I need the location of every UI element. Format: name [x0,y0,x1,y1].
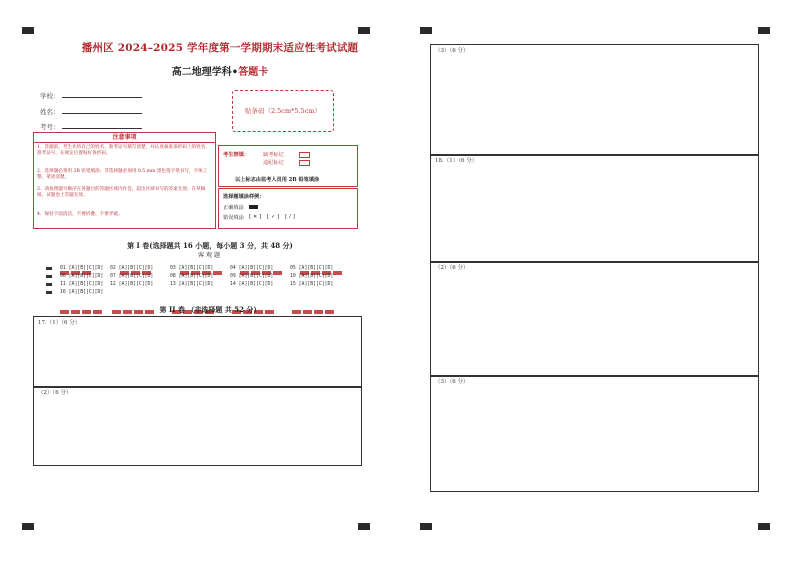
choice-item[interactable]: 01 [A][B][C][D] [60,266,104,271]
school-label: 学校： [40,92,60,100]
correct-fill-label: 正确填涂 [223,205,244,211]
exam-status-label: 考生禁填： [223,152,249,158]
fill-example-title: 选择题填涂样例： [223,194,265,200]
timing-mark [358,523,370,530]
group-mark [300,260,344,264]
group-mark [120,260,153,264]
exam-number-field[interactable] [62,128,142,129]
choice-item[interactable]: 05 [A][B][C][D] [290,266,334,271]
notice-item: 3．请按照题号顺序在各题目的答题区域内作答，超出区域书写的答案无效；在草稿纸、试题卷上答题无效。 [37,187,206,198]
name-label: 姓名： [40,108,60,116]
row-mark [46,267,52,270]
group-mark [172,299,216,303]
answer-box-17-1[interactable] [33,316,362,388]
group-mark [112,299,156,303]
subject-name: 高二地理学科 [171,67,232,78]
exam-status-note: 以上标志由监考人员用 2B 铅笔填涂 [235,177,320,183]
exam-status-box [218,145,358,187]
choice-item[interactable]: 12 [A][B][C][D] [110,282,154,287]
timing-mark [358,27,370,34]
answer-box-label: 17.（1）（6 分） [38,320,81,326]
answer-box-17-2[interactable] [33,386,362,466]
timing-mark [420,27,432,34]
group-mark [180,260,224,264]
group-mark [292,299,336,303]
answer-box-18-3[interactable] [430,375,759,492]
choice-item[interactable]: 08 [A][B][C][D] [170,274,214,279]
answer-box-label: （3）（6 分） [435,48,469,54]
absent-checkbox[interactable] [299,152,310,158]
page-title: 播州区 2024–2025 学年度第一学期期末适应性考试试题 [81,42,359,54]
group-mark [60,260,93,264]
answer-box-17-3[interactable] [430,44,759,156]
choice-item[interactable]: 15 [A][B][C][D] [290,282,334,287]
absent-label: 缺考标记 [263,152,284,158]
fill-example-box [218,188,358,229]
timing-mark [22,523,34,530]
section1-subtitle: 客观题 [197,252,222,259]
choice-item[interactable]: 10 [A][B][C][D] [290,274,334,279]
row-mark [46,283,52,286]
answer-box-label: 18.（1）（6 分） [435,158,478,164]
answer-sheet-label: 答题卡 [238,67,269,78]
choice-item[interactable]: 13 [A][B][C][D] [170,282,214,287]
page-subtitle [140,63,300,78]
wrong-fill-label: 错误填涂 [223,215,244,221]
violation-label: 违纪标记 [263,160,284,166]
group-mark [240,260,284,264]
choice-item[interactable]: 11 [A][B][C][D] [60,282,104,287]
timing-mark [758,27,770,34]
choice-item[interactable]: 06 [A][B][C][D] [60,274,104,279]
timing-mark [420,523,432,530]
wrong-fill-samples: [✕] [✓] [/] [249,214,297,220]
notice-item: 2．选择题必须用 2B 铅笔填涂；非选择题必须用 0.5 mm 黑色签字笔书写，字体工整、笔迹清楚。 [37,169,208,180]
notice-box [33,132,216,229]
barcode-area: 贴条码（2.5cm*5.5cm） [232,90,334,132]
answer-box-18-2[interactable] [430,261,759,377]
correct-fill-sample [249,205,258,209]
answer-box-label: （3）（6 分） [435,379,469,385]
choice-item[interactable]: 03 [A][B][C][D] [170,266,214,271]
timing-mark [22,27,34,34]
group-mark [60,299,104,303]
choice-item[interactable]: 07 [A][B][C][D] [110,274,154,279]
section1-title: 第 I 卷(选择题共 16 小题，每小题 3 分，共 48 分) [127,241,293,250]
answer-box-label: （2）（6 分） [435,265,469,271]
notice-heading: 注意事项 [34,133,215,143]
name-field[interactable] [62,113,142,114]
notice-item: 1．答题前，考生先将自己的姓名、准考证号填写清楚，并认真核准条形码上的姓名、准考证号，在规定位置贴好条形码。 [37,145,210,156]
choice-item[interactable]: 09 [A][B][C][D] [230,274,274,279]
group-mark [232,299,276,303]
violation-checkbox[interactable] [299,160,310,166]
timing-mark [758,523,770,530]
subtitle-separator: • [231,67,239,78]
row-mark [46,275,52,278]
choice-item[interactable]: 16 [A][B][C][D] [60,290,104,295]
choice-item[interactable]: 14 [A][B][C][D] [230,282,274,287]
answer-box-label: （2）（6 分） [38,390,72,396]
choice-item[interactable]: 04 [A][B][C][D] [230,266,274,271]
choice-item[interactable]: 02 [A][B][C][D] [110,266,154,271]
exam-number-label: 考号： [40,123,60,131]
answer-box-18-1[interactable] [430,154,759,263]
school-field[interactable] [62,97,142,98]
row-mark [46,291,52,294]
section2-title: 第 II 卷 （非选择题 共 52 分） [159,305,261,314]
notice-item: 4．保持卡面清洁，不要折叠、不要弄破。 [37,212,123,217]
